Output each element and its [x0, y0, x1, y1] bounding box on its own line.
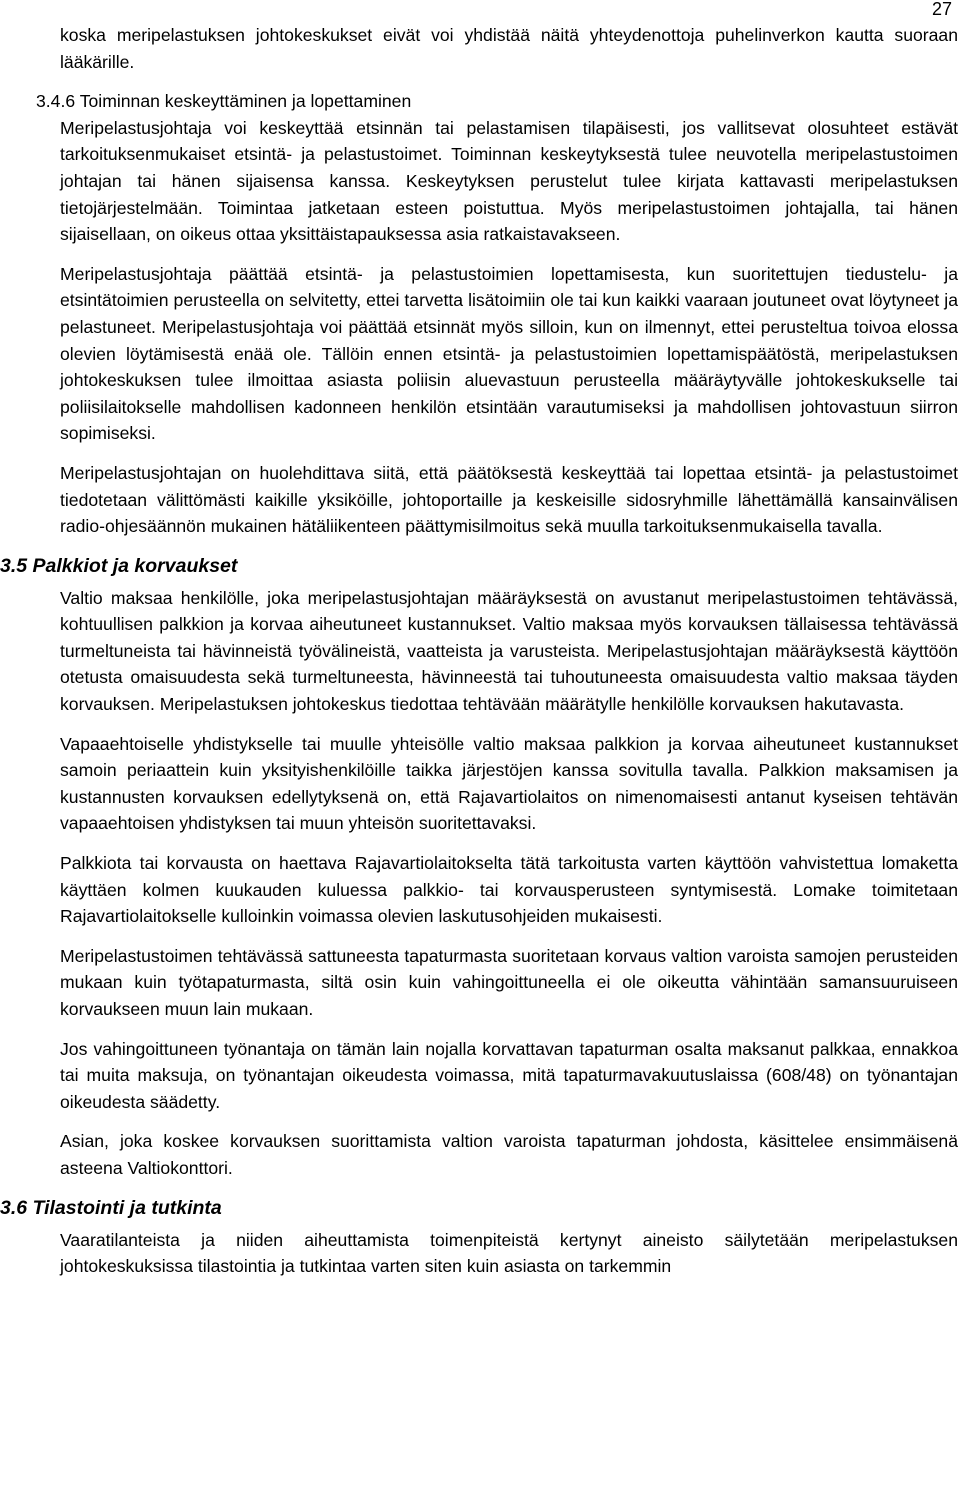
intro-paragraph: koska meripelastuksen johtokeskukset eivät voi yhdistää näitä yhteydenottoja puhelinverkon kautta suoraan lääkärille. [60, 25, 958, 72]
paragraph: Meripelastusjohtajan on huolehdittava siitä, että päätöksestä keskeyttää tai lopettaa etsintä- ja pelastustoimet tiedotetaan välittömästi kaikille yksiköille, johtoportaille ja keskeisille sidosryhmille lähettämällä kansainvälisen radio-ohjesäännön mukainen hätäliikenteen päättymisilmoitus sekä muulla tarkoituksenmukaisella tavalla. [60, 462, 958, 537]
document-body [0, 22, 958, 1293]
section-heading-3-5: 3.5 Palkkiot ja korvaukset [0, 554, 238, 577]
paragraph: Valtio maksaa henkilölle, joka meripelastusjohtajan määräyksestä on avustanut meripelastustoimen tehtävässä, kohtuullisen palkkion ja korvaa aiheutuneet kustannukset. Valtio maksaa myös korvauksen tällaisessa tehtävässä turmeltuneista tai hävinneistä työvälineistä, vaatteista ja varusteista. Meripelastusjohtajan määräyksestä käyttöön otetusta omaisuudesta sekä turmeltuneesta, hävinneestä tai tuhoutuneesta omaisuudesta valtio maksaa täyden korvauksen. Meripelastuksen johtokeskus tiedottaa tehtävään määrätylle henkilölle korvauksen hakutavasta. [60, 587, 958, 715]
page-number: 27 [931, 0, 952, 19]
section-heading-3-4-6: 3.4.6 Toiminnan keskeyttäminen ja lopettaminen [36, 91, 412, 112]
section-heading-3-6: 3.6 Tilastointi ja tutkinta [0, 1196, 222, 1219]
paragraph: Meripelastusjohtaja päättää etsintä- ja pelastustoimien lopettamisesta, kun suoritettujen tiedustelu- ja etsintätoimien perusteella on selvitetty, ettei tarvetta lisätoimiin ole tai kun kaikki vaaraan joutuneet ovat löytyneet ja pelastuneet. Meripelastusjohtaja voi päättää etsinnät myös silloin, kun on ilmennyt, ettei perusteltua toivoa elossa olevien löytämisestä enää ole. Tällöin ennen etsintä- ja pelastustoimien lopettamispäätöstä, meripelastuksen johtokeskuksen tulee ilmoittaa asiasta poliisin aluevastuun perusteella määräytyvälle johtokeskukselle tai poliisilaitokselle mahdollisen kadonneen henkilön etsintään varautumiseksi ja mahdollisen johtovastuun siirron sopimiseksi. [60, 263, 958, 444]
paragraph: Meripelastusjohtaja voi keskeyttää etsinnän tai pelastamisen tilapäisesti, jos vallitsevat olosuhteet estävät tarkoituksenmukaiset etsintä- ja pelastustoimet. Toiminnan keskeytyksestä tulee neuvotella meripelastustoimen johtajan tai hänen sijaisensa kanssa. Keskeytyksen perustelut tulee kirjata kattavasti meripelastuksen tietojärjestelmään. Toimintaa jatketaan esteen poistuttua. Myös meripelastustoimen johtajalla, tai hänen sijaisellaan, on oikeus ottaa yksittäistapauksessa asia ratkaistavakseen. [60, 117, 958, 245]
paragraph: Vapaaehtoiselle yhdistykselle tai muulle yhteisölle valtio maksaa palkkion ja korvaa aiheutuneet kustannukset samoin periaattein kuin yksityishenkilöille taikka järjestöjen kanssa sovitulla tavalla. Palkkion maksamisen ja kustannusten korvauksen edellytyksenä on, että Rajavartiolaitos on nimenomaisesti antanut kyseisen tehtävän vapaaehtoisen yhdistyksen tai muun yhteisön suoritettavaksi. [60, 733, 958, 834]
paragraph: Meripelastustoimen tehtävässä sattuneesta tapaturmasta suoritetaan korvaus valtion varoista samojen perusteiden mukaan kuin työtapaturmasta, siltä osin kuin vahingoittuneella ei ole oikeutta vähintään samansuuruiseen korvaukseen muun lain mukaan. [60, 945, 958, 1019]
paragraph: Vaaratilanteista ja niiden aiheuttamista toimenpiteistä kertynyt aineisto säilytetään meripelastuksen johtokeskuksissa tilastointia ja tutkintaa varten siten kuin asiasta on tarkemmin [60, 1229, 958, 1277]
paragraph: Jos vahingoittuneen työnantaja on tämän lain nojalla korvattavan tapaturman osalta maksanut palkkaa, ennakkoa tai muita maksuja, on työnantajan oikeudesta voimassa, mitä tapaturmavakuutuslaissa (608/48) on työnantajan oikeudesta säädetty. [60, 1038, 958, 1112]
paragraph: Asian, joka koskee korvauksen suorittamista valtion varoista tapaturman johdosta, käsittelee ensimmäisenä asteena Valtiokonttori. [60, 1131, 958, 1178]
paragraph: Palkkiota tai korvausta on haettava Rajavartiolaitokselta tätä tarkoitusta varten käyttöön vahvistettua lomaketta käyttäen kolmen kuukauden kuluessa palkkio- tai korvausperusteen syntymisestä. Lomake toimitetaan Rajavartiolaitokselle kulloinkin voimassa olevien laskutusohjeiden mukaisesti. [60, 853, 958, 927]
